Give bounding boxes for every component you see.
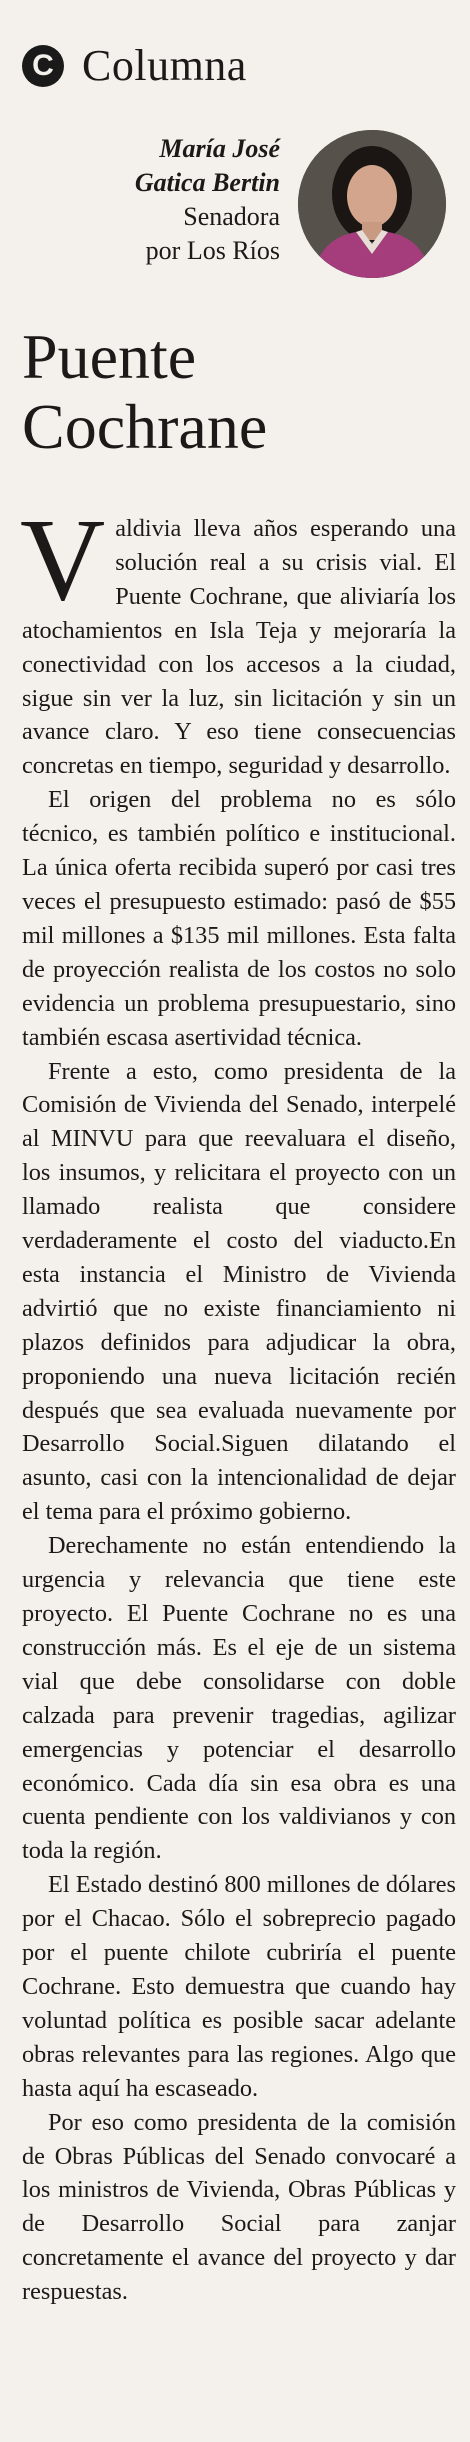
paragraph: Derechamente no están entendiendo la urgencia y relevancia que tiene este proyecto. El Puente Cochrane no es una construcción más. Es el eje de un sistema vial que debe consolidarse con doble calzada para prevenir tragedias, agilizar emergencias y potenciar el desarrollo económico. Cada día sin esa obra es una cuenta pendiente con los valdivianos y con toda la región. [22,1532,456,1865]
section-badge-icon: C [22,45,64,87]
author-block [135,130,446,278]
paragraph: El origen del problema no es sólo técnico, es también político e institucional. La única oferta recibida superó por casi tres veces el presupuesto estimado: pasó de $55 mil millones a $135 mil millones. Esta falta de proyección realista de los costos no solo evidencia un problema presupuestario, sino también escasa asertividad técnica. [22,786,456,1051]
paragraph: Por eso como presidenta de la comisión de Obras Públicas del Senado convocaré a los ministros de Vivienda, Obras Públicas y de Desarrollo Social para zanjar concretamente el avance del proyecto y dar respuestas. [22,2108,456,2306]
author-role-line1: Senadora [183,202,280,231]
paragraph: Valdivia lleva años esperando una solución real a su crisis vial. El Puente Cochrane, que aliviaría los atochamientos en Isla Teja y mejoraría la conectividad con los accesos a la ciudad, sigue sin ver la luz, sin licitación y sin un avance claro. Y eso tiene consecuencias concretas en tiempo, seguridad y desarrollo. [20,494,456,780]
section-name: Columna [82,41,247,90]
article-title [22,322,452,462]
article-body [20,494,456,2309]
section-header [22,40,247,91]
author-info [135,132,280,268]
drop-cap: V [20,494,106,625]
article-title-line1: Puente [22,321,197,392]
author-photo [298,130,446,278]
author-portrait-icon [298,130,446,278]
author-name-line1: María José [159,134,280,163]
paragraph: El Estado destinó 800 millones de dólares por el Chacao. Sólo el sobreprecio pagado por el puente chilote cubriría el puente Cochrane. Esto demuestra que cuando hay voluntad política es posible sacar adelante obras relevantes para las regiones. Algo que hasta aquí ha escaseado. [22,1871,456,2102]
author-role-line2: por Los Ríos [145,236,280,265]
article-title-line2: Cochrane [22,391,268,462]
author-name-line2: Gatica Bertin [134,168,280,197]
paragraph: Frente a esto, como presidenta de la Comisión de Vivienda del Senado, interpelé al MINVU para que reevaluara el diseño, los insumos, y relicitara el proyecto con un llamado realista que considere verdaderamente el costo del viaducto.En esta instancia el Ministro de Vivienda advirtió que no existe financiamiento ni plazos definidos para adjudicar la obra, proponiendo una nueva licitación recién después que sea evaluada nuevamente por Desarrollo Social.Siguen dilatando el asunto, casi con la intencionalidad de dejar el tema para el próximo gobierno. [22,1057,456,1526]
